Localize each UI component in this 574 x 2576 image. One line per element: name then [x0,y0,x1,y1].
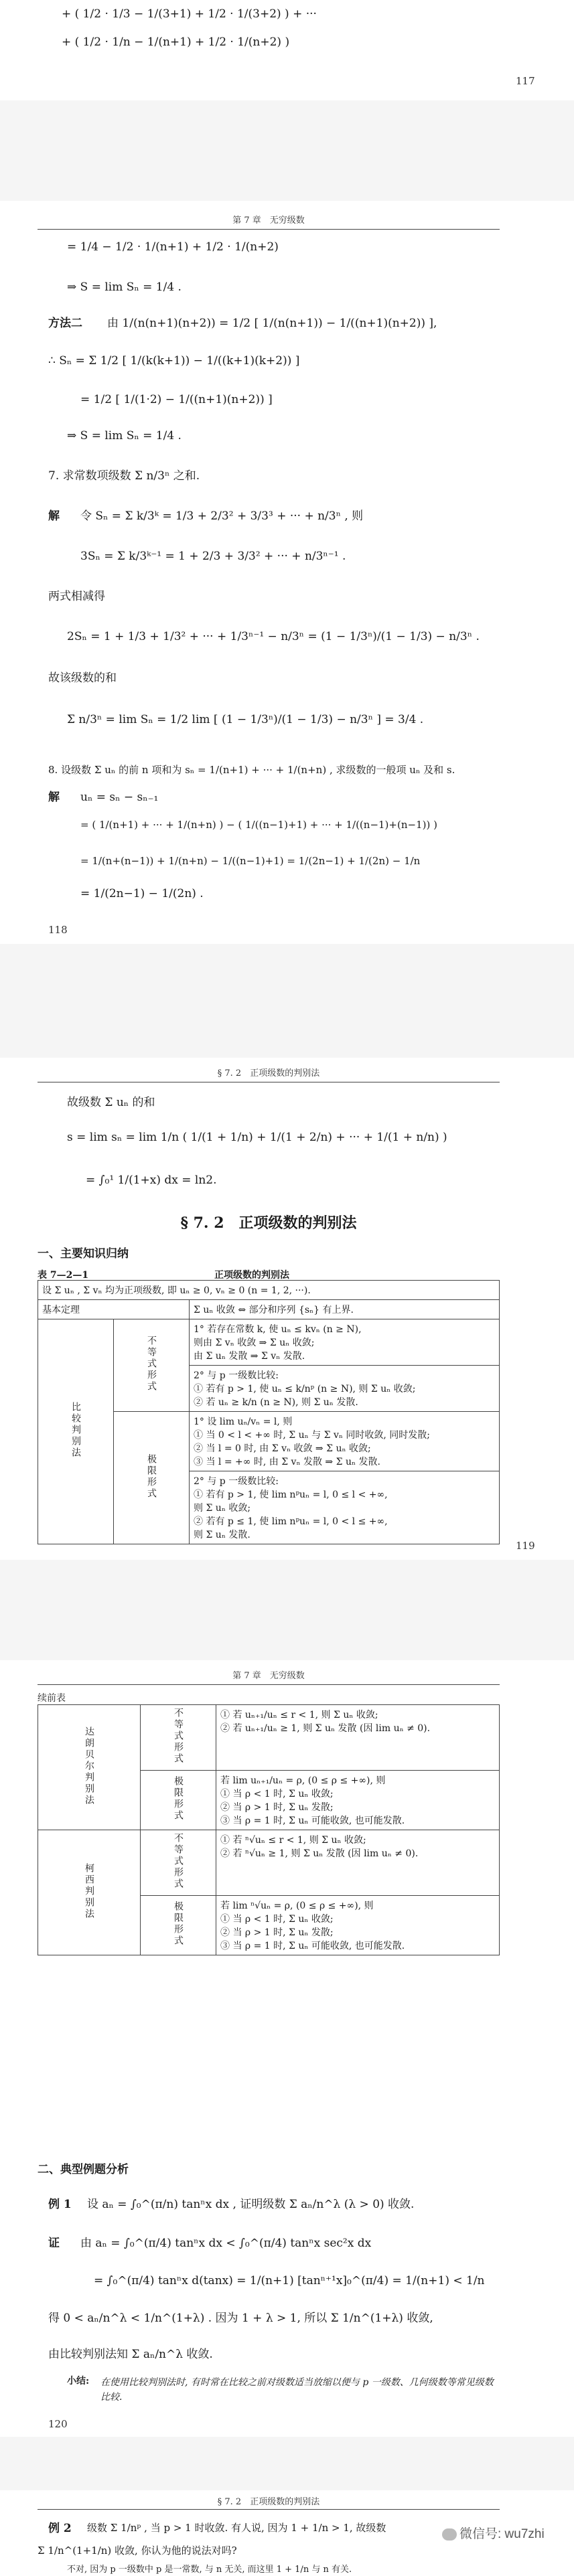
series-continuation-line-1: + ( 1/2 · 1/3 − 1/(3+1) + 1/2 · 1/(3+2) ) + ··· [62,7,317,21]
comparison-ineq-2: 2° 与 p 一级数比较: ① 若有 p > 1, 使 uₙ ≤ k/nᵖ (n ≥ N), 则 Σ uₙ 收敛; ② 若 uₙ ≥ k/n (n ≥ N), 则 Σ uₙ 发散. [190,1366,500,1412]
math-line: = 1/4 − 1/2 · 1/(n+1) + 1/2 · 1/(n+2) [67,240,279,254]
math-line: s = lim sₙ = lim 1/n ( 1/(1 + 1/n) + 1/(1 + 2/n) + ··· + 1/(1 + n/n) ) [67,1131,447,1144]
example-2-text-cont: Σ 1/n^(1+1/n) 收敛, 你认为他的说法对吗? [38,2545,237,2557]
dalembert-test-label: 达朗贝尔判别法 [84,1726,94,1806]
text-line: 故级数 Σ uₙ 的和 [67,1096,155,1109]
text-line: 故该级数的和 [48,671,117,685]
text-line: 两式相减得 [48,590,105,603]
page-header-121: § 7. 2 正项级数的判别法 [217,2497,320,2507]
subsection-title: 二、典型例题分析 [38,2163,129,2176]
cauchy-test-label: 柯西判别法 [84,1862,94,1920]
page-header-119: § 7. 2 正项级数的判别法 [217,1068,320,1078]
example-2-text: 级数 Σ 1/nᵖ , 当 p > 1 时收敛. 有人说, 因为 1 + 1/n > 1, 故级数 [87,2522,386,2534]
example-label: 例 1 [48,2198,72,2211]
solution-label: 解 [48,509,60,523]
header-rule [38,2509,500,2510]
table-number: 表 7—2—1 [38,1270,89,1281]
math-line: uₙ = sₙ − sₙ₋₁ [80,791,159,804]
solution-label: 解 [48,791,60,804]
example-2-answer: 不对, 因为 p 一级数中 p 是一常数, 与 n 无关, 而这里 1 + 1/n 与 n 有关. [67,2565,352,2575]
limit-form-label: 极限形式 [173,1776,184,1822]
subsection-title: 一、主要知识归纳 [38,1247,129,1261]
inequality-form-label: 不等式形式 [146,1336,157,1392]
summary-label: 小结: [67,2376,90,2387]
math-line: = 1/(2n−1) − 1/(2n) . [80,887,204,900]
table-setup-cell: 设 Σ uₙ , Σ vₙ 均为正项级数, 即 uₙ ≥ 0, vₙ ≥ 0 (n = 1, 2, ···). [38,1281,500,1300]
page-gap [0,100,574,201]
series-continuation-line-2: + ( 1/2 · 1/n − 1/(n+1) + 1/2 · 1/(n+2) ) [62,35,290,49]
limit-form-label: 极限形式 [146,1453,157,1500]
example-label: 例 2 [48,2522,72,2535]
math-line: ∴ Sₙ = Σ 1/2 [ 1/(k(k+1)) − 1/((k+1)(k+2)) ] [48,354,300,368]
proof-label: 证 [48,2237,60,2250]
problem-8: 8. 设级数 Σ uₙ 的前 n 项和为 sₙ = 1/(n+1) + ··· + 1/(n+n) , 求级数的一般项 uₙ 及和 s. [48,764,455,776]
math-line: = 1/2 [ 1/(1·2) − 1/((n+1)(n+2)) ] [80,393,273,406]
summary-text: 在使用比较判别法时, 有时常在比较之前对级数适当放缩以便与 p 一级数、几何级数等常见级数比较. [100,2377,494,2403]
math-line: = 1/(n+(n−1)) + 1/(n+n) − 1/((n−1)+1) = 1/(2n−1) + 1/(2n) − 1/n [80,855,421,867]
criteria-table [38,1280,500,1544]
cauchy-limit: 若 lim ⁿ√uₙ = ρ, (0 ≤ ρ ≤ +∞), 则 ① 当 ρ < 1 时, Σ uₙ 收敛; ② 当 ρ > 1 时, Σ uₙ 发散; ③ 当 ρ = 1 时, Σ uₙ 可能收敛, 也可能发散. [216,1896,500,1955]
math-line: = ∫₀¹ 1/(1+x) dx = ln2. [86,1174,217,1187]
wechat-watermark: 微信号: wu7zhi [442,2524,545,2542]
comparison-limit-2: 2° 与 p 一级数比较: ① 若有 p > 1, 使 lim nᵖuₙ = l, 0 ≤ l < +∞, 则 Σ uₙ 收敛; ② 若有 p ≤ 1, 使 lim nᵖuₙ = l, 0 < l ≤ +∞, 则 Σ uₙ 发散. [190,1471,500,1544]
dalembert-ineq: ① 若 uₙ₊₁/uₙ ≤ r < 1, 则 Σ uₙ 收敛; ② 若 uₙ₊₁/uₙ ≥ 1, 则 Σ uₙ 发散 (因 lim uₙ ≠ 0). [216,1705,500,1771]
math-line: = ( 1/(n+1) + ··· + 1/(n+n) ) − ( 1/((n−1)+1) + ··· + 1/((n−1)+(n−1)) ) [80,819,437,831]
page-gap [0,2437,574,2490]
math-line: 3Sₙ = Σ k/3ᵏ⁻¹ = 1 + 2/3 + 3/3² + ··· + n/3ⁿ⁻¹ . [80,550,346,563]
comparison-test-label: 比较判别法 [70,1402,81,1459]
page-header-120: 第 7 章 无穷级数 [232,1671,305,1681]
math-line: 由 1/(n(n+1)(n+2)) = 1/2 [ 1/(n(n+1)) − 1/((n+1)(n+2)) ], [107,317,437,330]
math-line: 2Sₙ = 1 + 1/3 + 1/3² + ··· + 1/3ⁿ⁻¹ − n/3ⁿ = (1 − 1/3ⁿ)/(1 − 1/3) − n/3ⁿ . [67,630,480,643]
page-number-117: 117 [516,75,535,87]
criteria-table-continued [38,1704,500,1955]
basic-theorem-text: Σ uₙ 收敛 ⇔ 部分和序列 {sₙ} 有上界. [190,1300,500,1319]
math-line: ⇒ S = lim Sₙ = 1/4 . [67,280,182,294]
math-line: 由 aₙ = ∫₀^(π/4) tanⁿx dx < ∫₀^(π/4) tanⁿx sec²x dx [80,2237,372,2250]
limit-form-label: 极限形式 [173,1901,184,1947]
math-line: 由比较判别法知 Σ aₙ/n^λ 收敛. [48,2348,213,2361]
page-gap [0,1560,574,1660]
math-line: Σ n/3ⁿ = lim Sₙ = 1/2 lim [ (1 − 1/3ⁿ)/(1 − 1/3) − n/3ⁿ ] = 3/4 . [67,713,424,726]
comparison-limit-1: 1° 设 lim uₙ/vₙ = l, 则 ① 当 0 < l < +∞ 时, Σ uₙ 与 Σ vₙ 同时收敛, 同时发散; ② 当 l = 0 时, 由 Σ vₙ 收敛 ⇒ Σ uₙ 收敛; ③ 当 l = +∞ 时, 由 Σ vₙ 发散 ⇒ Σ uₙ 发散. [190,1412,500,1471]
basic-theorem-label: 基本定理 [38,1300,190,1319]
table-title: 正项级数的判别法 [214,1270,289,1281]
dalembert-limit: 若 lim uₙ₊₁/uₙ = ρ, (0 ≤ ρ ≤ +∞), 则 ① 当 ρ < 1 时, Σ uₙ 收敛; ② 当 ρ > 1 时, Σ uₙ 发散; ③ 当 ρ = 1 时, Σ uₙ 可能收敛, 也可能发散. [216,1771,500,1830]
page-number-120: 120 [48,2418,68,2430]
method-label: 方法二 [48,317,82,330]
cauchy-ineq: ① 若 ⁿ√uₙ ≤ r < 1, 则 Σ uₙ 收敛; ② 若 ⁿ√uₙ ≥ 1, 则 Σ uₙ 发散 (因 lim uₙ ≠ 0). [216,1830,500,1896]
comparison-ineq-1: 1° 若存在常数 k, 使 uₙ ≤ kvₙ (n ≥ N), 则由 Σ vₙ 收敛 ⇒ Σ uₙ 收敛; 由 Σ uₙ 发散 ⇒ Σ vₙ 发散. [190,1319,500,1366]
page-header-118: 第 7 章 无穷级数 [232,216,305,226]
page-number-118: 118 [48,924,68,936]
section-title: § 7. 2 正项级数的判别法 [180,1214,357,1232]
header-rule [38,229,500,230]
math-line: ⇒ S = lim Sₙ = 1/4 . [67,429,182,442]
math-line: 得 0 < aₙ/n^λ < 1/n^(1+λ) . 因为 1 + λ > 1, 所以 Σ 1/n^(1+λ) 收敛, [48,2312,433,2325]
math-line: 令 Sₙ = Σ k/3ᵏ = 1/3 + 2/3² + 3/3³ + ··· + n/3ⁿ , 则 [80,509,364,523]
inequality-form-label: 不等式形式 [173,1833,184,1890]
header-rule [38,1684,500,1685]
page-number-119: 119 [516,1540,535,1552]
example-1-text: 设 aₙ = ∫₀^(π/n) tanⁿx dx , 证明级数 Σ aₙ/n^λ (λ > 0) 收敛. [87,2198,415,2211]
math-line: = ∫₀^(π/4) tanⁿx d(tanx) = 1/(n+1) [tanⁿ⁺¹x]₀^(π/4) = 1/(n+1) < 1/n [94,2274,485,2287]
continued-table-label: 续前表 [38,1693,66,1704]
problem-7: 7. 求常数项级数 Σ n/3ⁿ 之和. [48,469,200,483]
wechat-icon [442,2528,457,2541]
inequality-form-label: 不等式形式 [173,1708,184,1765]
page-gap [0,944,574,1058]
